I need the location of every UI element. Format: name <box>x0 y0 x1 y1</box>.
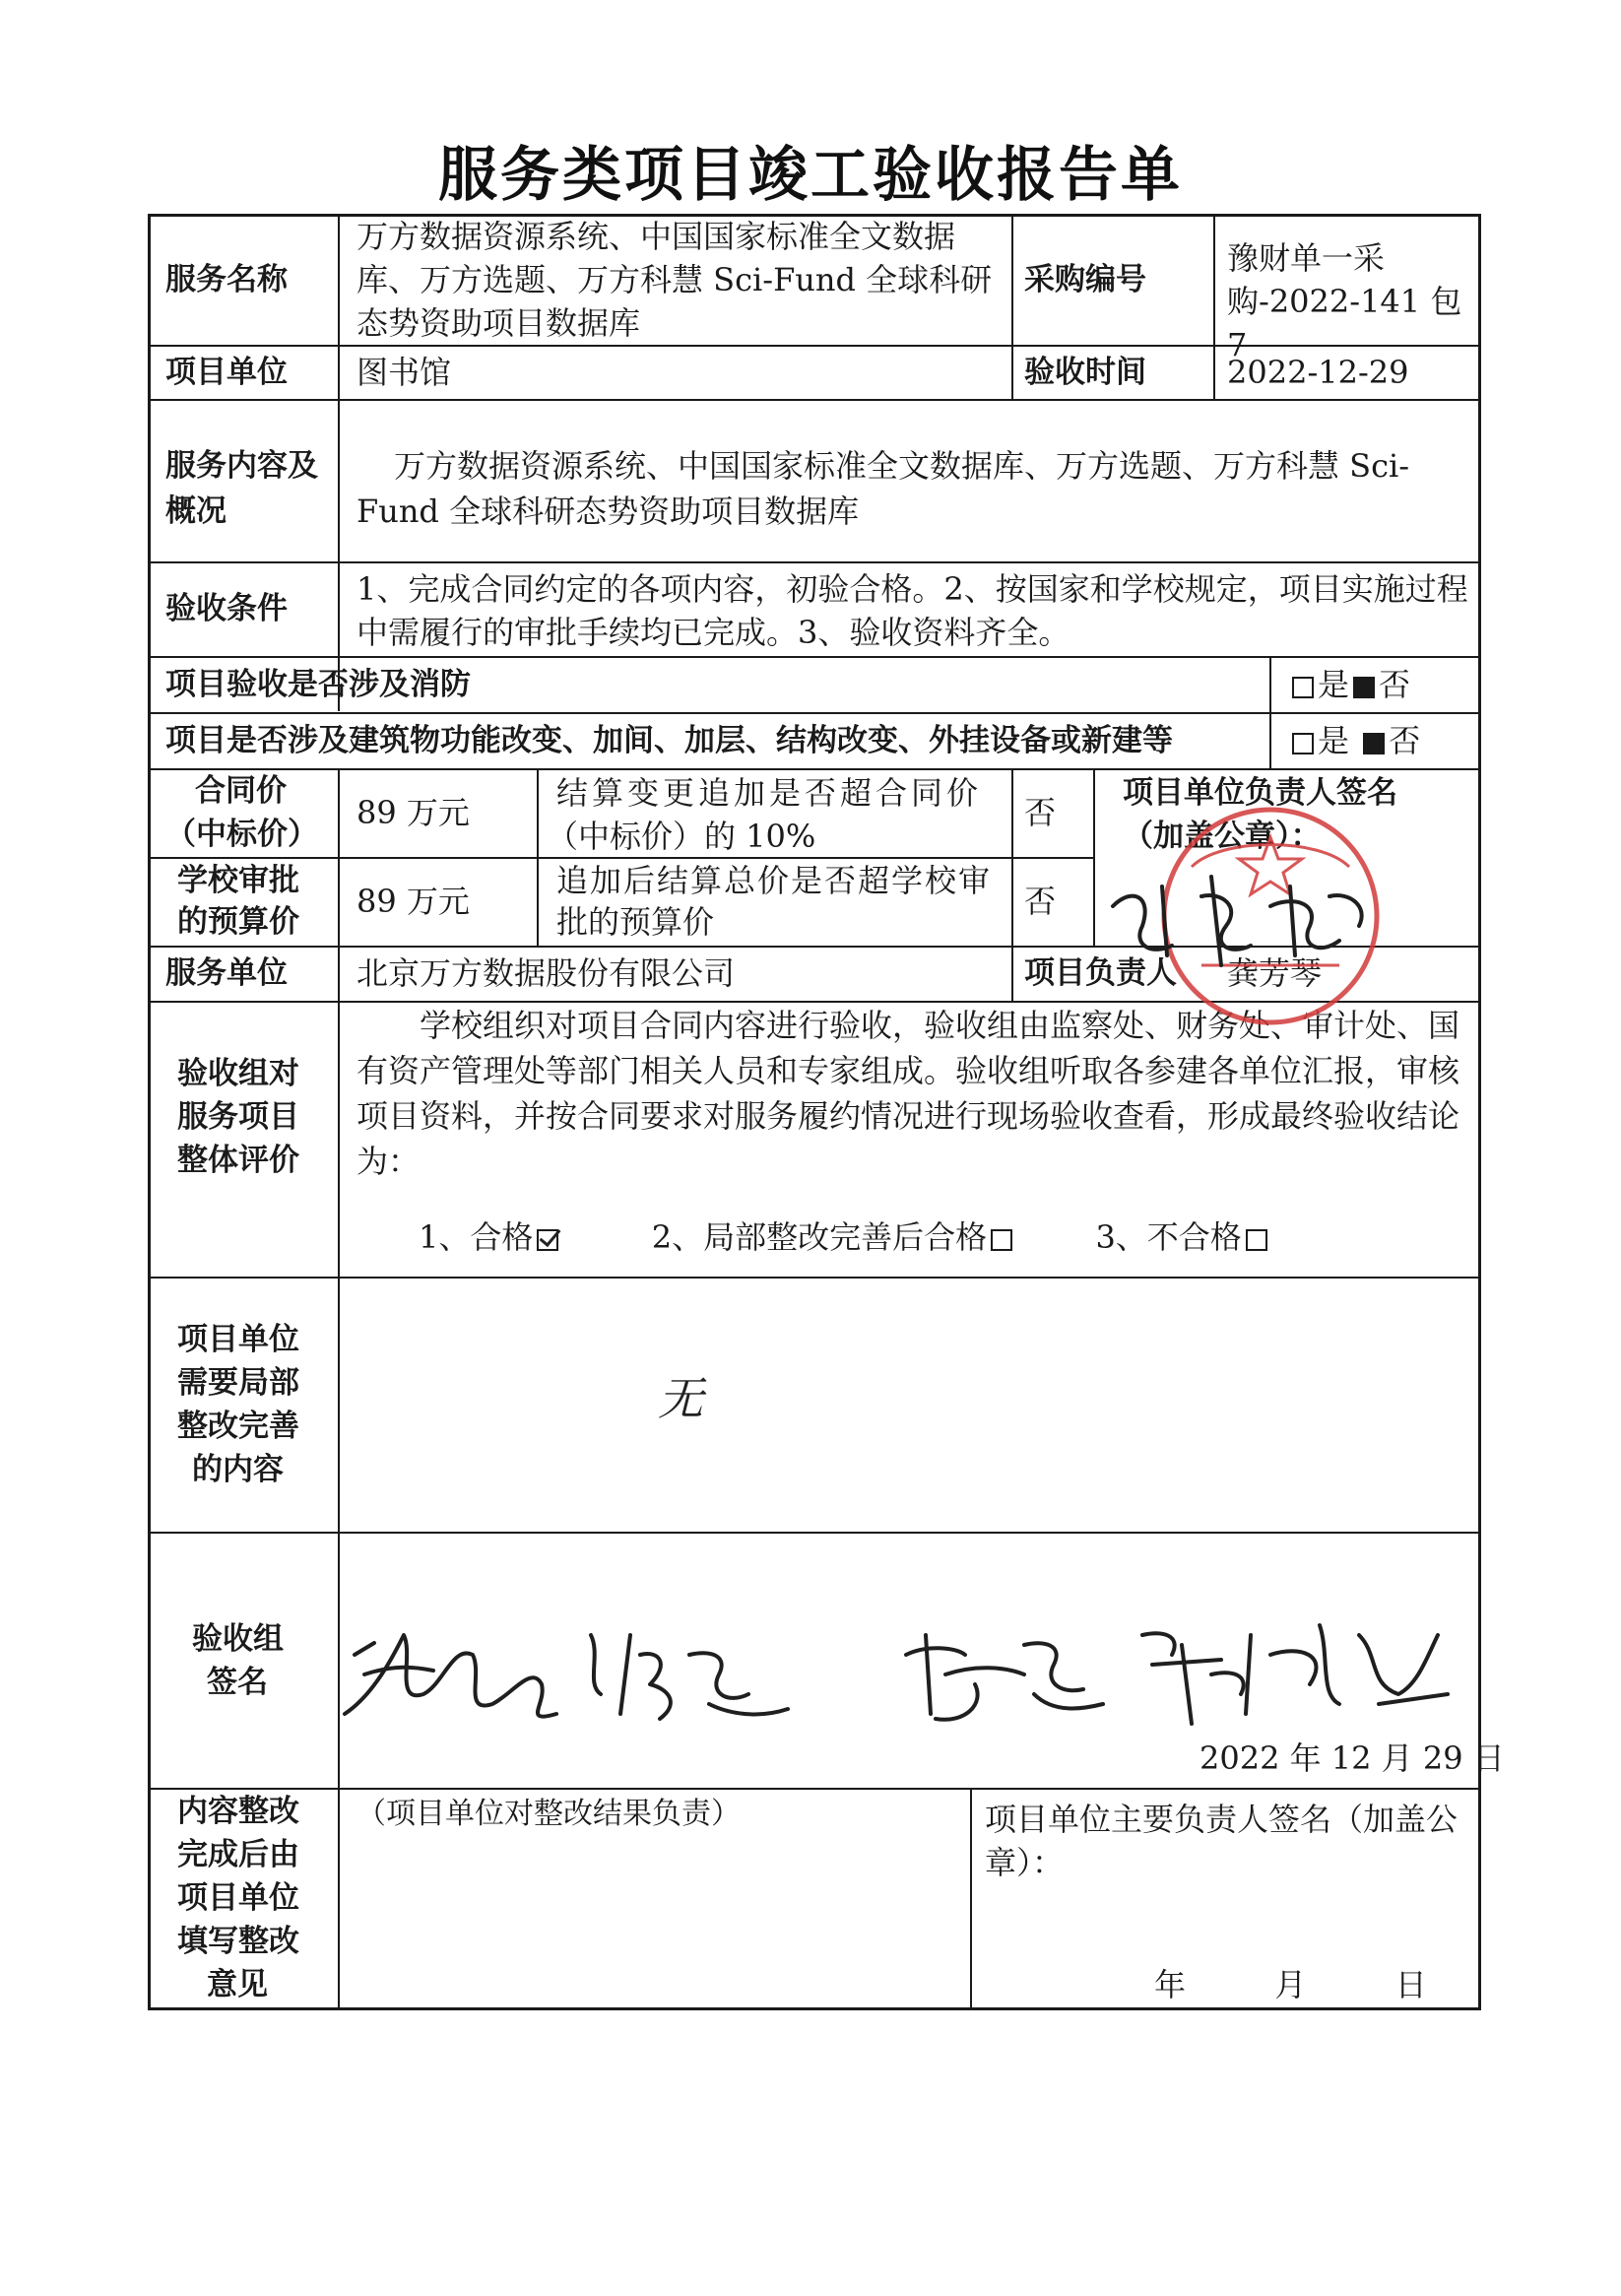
unit-signature-label-1: 项目单位负责人签名 <box>1123 775 1397 811</box>
evaluation-label-2: 服务项目 <box>177 1099 299 1135</box>
project-leader-value: 龚芳琴 <box>1227 954 1323 992</box>
fire-question-label: 项目验收是否涉及消防 <box>165 667 471 702</box>
service-name-label: 服务名称 <box>165 262 288 297</box>
service-unit-label: 服务单位 <box>165 955 288 991</box>
group-signatures <box>335 1596 1477 1753</box>
contract-price-value: 89 万元 <box>357 794 470 831</box>
row-divider <box>148 656 1481 658</box>
rectification-value: 无 <box>658 1372 703 1425</box>
fire-yes-checkbox[interactable] <box>1292 677 1314 698</box>
building-no-checkbox[interactable] <box>1363 733 1385 754</box>
col-divider <box>1213 214 1215 401</box>
school-budget-label-1: 学校审批 <box>177 863 299 898</box>
evaluation-label-1: 验收组对 <box>177 1056 299 1091</box>
unit-signature-label-2: （加盖公章）： <box>1123 819 1322 854</box>
col-divider <box>970 1788 972 2009</box>
project-unit-label: 项目单位 <box>165 355 288 390</box>
evaluation-option-pass-checkbox[interactable] <box>537 1229 558 1251</box>
after-rectification-label-5: 意见 <box>207 1967 268 2002</box>
after-rectification-label-3: 项目单位 <box>177 1880 299 1916</box>
contract-price-label-1: 合同价 <box>195 773 287 809</box>
row-divider <box>148 1788 1481 1790</box>
row-divider <box>148 1277 1481 1279</box>
row-divider <box>148 1532 1481 1534</box>
contract-price-question-2: （中标价）的 10% <box>547 818 816 855</box>
evaluation-option-fail-label: 3、不合格 <box>1095 1218 1242 1256</box>
procurement-no-label: 采购编号 <box>1024 262 1146 297</box>
row-divider <box>148 768 1481 770</box>
date-month-label: 月 <box>1274 1966 1307 2003</box>
row-divider <box>148 561 1481 563</box>
procurement-no-value: 豫财单一采购-2022-141 包7 <box>1227 239 1462 363</box>
col-divider <box>1269 656 1271 768</box>
rectification-label-4: 的内容 <box>192 1452 284 1487</box>
table-border-bottom <box>148 2007 1481 2010</box>
service-content-label: 服务内容及概况 <box>165 448 318 529</box>
school-budget-value: 89 万元 <box>357 883 470 920</box>
rectification-label-1: 项目单位 <box>177 1322 299 1357</box>
row-divider <box>148 712 1481 714</box>
school-budget-question-1: 追加后结算总价是否超学校审 <box>556 862 993 899</box>
after-rectification-note: （项目单位对整改结果负责） <box>357 1797 741 1831</box>
fire-no-label: 否 <box>1379 666 1411 703</box>
group-signature-date: 2022 年 12 月 29 日 <box>1200 1739 1505 1777</box>
building-yes-checkbox[interactable] <box>1292 733 1314 754</box>
acceptance-conditions-value: 1、完成合同约定的各项内容，初验合格。2、按国家和学校规定，项目实施过程中需履行的审批手续均已完成。3、验收资料齐全。 <box>357 570 1468 651</box>
col-divider <box>338 768 340 2009</box>
building-no-label: 否 <box>1389 722 1421 759</box>
evaluation-option-conditional-label: 2、局部整改完善后合格 <box>651 1218 988 1256</box>
page-title: 服务类项目竣工验收报告单 <box>438 141 1183 210</box>
evaluation-label-3: 整体评价 <box>177 1143 299 1178</box>
building-question-label: 项目是否涉及建筑物功能改变、加间、加层、结构改变、外挂设备或新建等 <box>165 723 1173 758</box>
building-yes-label: 是 <box>1318 722 1350 759</box>
table-border-left <box>148 214 151 2010</box>
row-divider <box>148 399 1481 401</box>
evaluation-options <box>419 1215 1271 1259</box>
school-budget-question-2: 批的预算价 <box>556 903 715 941</box>
rectification-label-2: 需要局部 <box>177 1365 299 1401</box>
date-day-label: 日 <box>1394 1966 1427 2003</box>
fire-yes-label: 是 <box>1318 666 1350 703</box>
acceptance-time-label: 验收时间 <box>1024 355 1146 390</box>
after-rectification-date <box>1154 1963 1427 2006</box>
evaluation-option-fail-checkbox[interactable] <box>1246 1229 1267 1251</box>
service-content-value: 万方数据资源系统、中国国家标准全文数据库、万方选题、万方科慧 Sci-Fund 全球科研态势资助项目数据库 <box>357 447 1410 530</box>
evaluation-text: 学校组织对项目合同内容进行验收，验收组由监察处、财务处、审计处、国有资产管理处等部门相关人员和专家组成。验收组听取各参建各单位汇报，审核项目资料，并按合同要求对服务履约情况进行现场验收查看，形成最终验收结论为： <box>357 1007 1460 1180</box>
col-divider <box>1011 946 1013 1003</box>
col-divider <box>1011 214 1013 401</box>
service-unit-value: 北京万方数据股份有限公司 <box>357 954 736 992</box>
project-leader-label: 项目负责人 <box>1024 955 1177 991</box>
group-signature-label-2: 签名 <box>207 1665 268 1700</box>
acceptance-conditions-label: 验收条件 <box>165 591 288 626</box>
after-rectification-sign-label: 项目单位主要负责人签名（加盖公章）： <box>985 1801 1459 1881</box>
official-seal-icon <box>1093 798 1428 1034</box>
contract-price-label-2: （中标价） <box>165 817 318 852</box>
project-unit-value: 图书馆 <box>357 354 452 391</box>
after-rectification-label-2: 完成后由 <box>177 1837 299 1872</box>
acceptance-time-value: 2022-12-29 <box>1227 354 1409 391</box>
evaluation-option-pass-label: 1、合格 <box>419 1218 534 1256</box>
col-divider <box>537 768 539 946</box>
fire-no-checkbox[interactable] <box>1353 677 1375 698</box>
col-divider <box>338 214 340 711</box>
after-rectification-label-1: 内容整改 <box>177 1794 299 1829</box>
after-rectification-label-4: 填写整改 <box>177 1924 299 1959</box>
col-divider <box>1011 768 1013 946</box>
group-signature-label-1: 验收组 <box>192 1621 284 1657</box>
service-name-value: 万方数据资源系统、中国国家标准全文数据库、万方选题、万方科慧 Sci-Fund 全球科研态势资助项目数据库 <box>357 218 993 342</box>
date-year-label: 年 <box>1154 1966 1187 2003</box>
school-budget-answer: 否 <box>1024 883 1057 920</box>
fire-options <box>1288 663 1410 706</box>
evaluation-option-conditional-checkbox[interactable] <box>991 1229 1012 1251</box>
rectification-label-3: 整改完善 <box>177 1409 299 1444</box>
contract-price-question-1: 结算变更追加是否超合同价 <box>556 774 983 812</box>
school-budget-label-2: 的预算价 <box>177 904 299 940</box>
contract-price-answer: 否 <box>1024 794 1057 831</box>
building-options <box>1288 719 1420 762</box>
